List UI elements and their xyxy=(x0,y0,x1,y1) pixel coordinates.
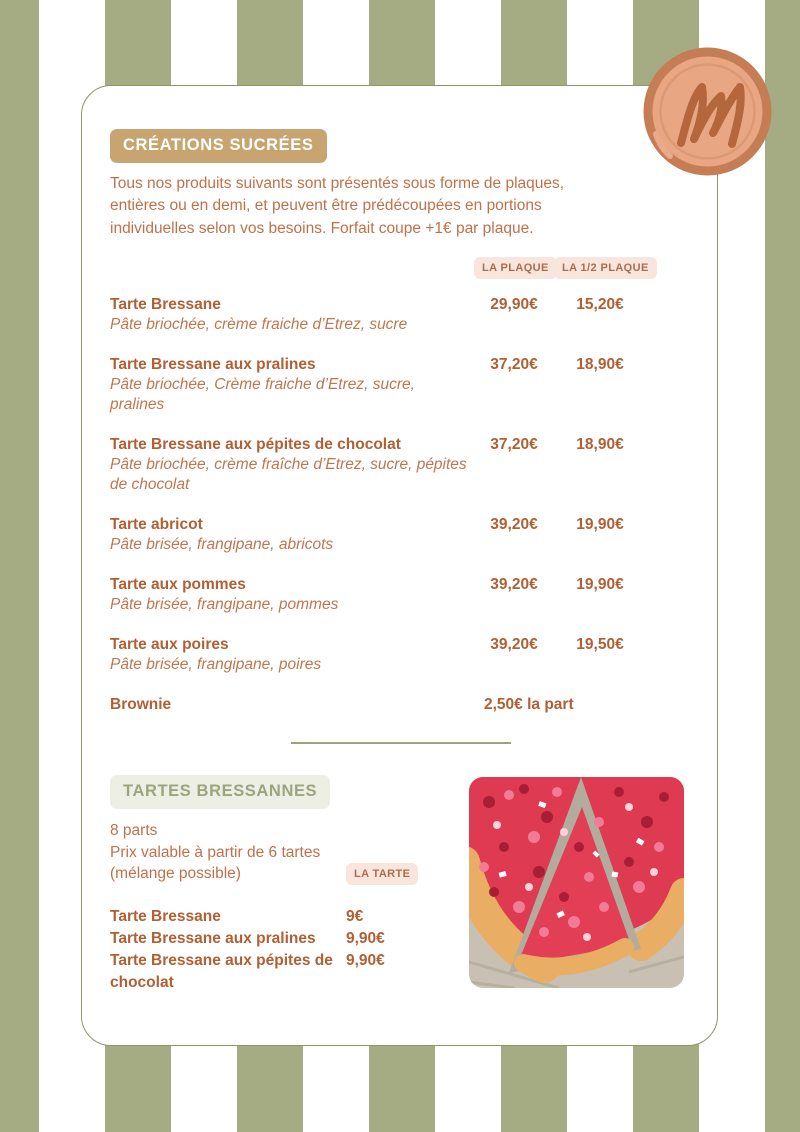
menu-item-brownie xyxy=(110,694,646,715)
item-name: Tarte Bressane xyxy=(110,296,221,314)
item-description: Pâte brisée, frangipane, poires xyxy=(110,656,322,674)
price-plaque: 37,20€ xyxy=(490,436,538,454)
item-description: Pâte briochée, crème fraiche d’Etrez, sucre xyxy=(110,316,408,334)
item-name: Tarte abricot xyxy=(110,516,203,534)
menu-item xyxy=(110,514,646,555)
price-per-part: 2,50€ la part xyxy=(484,696,574,714)
price-tarte: 9,90€ xyxy=(346,929,385,947)
note-melange: (mélange possible) xyxy=(110,865,241,883)
section-notes-row xyxy=(110,820,469,885)
item-name: Tarte Bressane aux pralines xyxy=(110,929,316,947)
tartes-list xyxy=(110,906,469,994)
note-parts: 8 parts xyxy=(110,822,158,840)
menu-item xyxy=(110,574,646,615)
item-description: Pâte brisée, frangipane, pommes xyxy=(110,596,339,614)
item-name: Tarte aux pommes xyxy=(110,576,246,594)
column-header-la-demi-plaque: LA 1/2 PLAQUE xyxy=(554,257,657,279)
menu-item xyxy=(110,634,646,675)
menu-item xyxy=(110,294,646,335)
price-tarte: 9€ xyxy=(346,907,364,925)
menu-item xyxy=(110,354,646,415)
note-min-order: Prix valable à partir de 6 tartes xyxy=(110,843,321,861)
price-demi-plaque: 19,90€ xyxy=(576,516,624,534)
tarte-row xyxy=(110,950,469,994)
item-description: Pâte briochée, Crème fraiche d’Etrez, sucre, pralines xyxy=(110,376,415,414)
item-description: Pâte brisée, frangipane, abricots xyxy=(110,536,334,554)
menu-item xyxy=(110,434,646,495)
price-demi-plaque: 18,90€ xyxy=(576,356,624,374)
price-plaque: 37,20€ xyxy=(490,356,538,374)
item-name: Tarte Bressane aux pépites de chocolat xyxy=(110,951,333,991)
tarte-row xyxy=(110,928,469,950)
tartes-bressannes-section xyxy=(110,775,646,994)
item-name: Tarte aux poires xyxy=(110,636,229,654)
section-divider xyxy=(291,742,511,744)
item-name: Tarte Bressane aux pépites de chocolat xyxy=(110,436,401,454)
item-name: Brownie xyxy=(110,696,172,714)
price-plaque: 39,20€ xyxy=(490,516,538,534)
menu-card xyxy=(81,85,718,1046)
intro-paragraph: Tous nos produits suivants sont présentés sous forme de plaques, entières ou en demi, et peuvent être prédécoupées en portions individuelles selon vos besoins. Forfait coupe +1€ par plaque. xyxy=(110,175,565,237)
price-demi-plaque: 19,90€ xyxy=(576,576,624,594)
price-demi-plaque: 15,20€ xyxy=(576,296,624,314)
price-plaque: 39,20€ xyxy=(490,636,538,654)
price-column-headers xyxy=(110,257,649,279)
tarte-row xyxy=(110,906,469,928)
column-header-la-plaque: LA PLAQUE xyxy=(474,257,557,279)
price-demi-plaque: 18,90€ xyxy=(576,436,624,454)
item-name: Tarte Bressane aux pralines xyxy=(110,356,316,374)
section-header-tartes-bressannes: TARTES BRESSANNES xyxy=(110,775,330,809)
section-header-creations-sucrees: CRÉATIONS SUCRÉES xyxy=(110,129,327,163)
column-header-la-tarte: LA TARTE xyxy=(346,863,418,885)
bakery-logo-m-icon xyxy=(642,46,773,177)
tarte-bressane-photo xyxy=(469,777,684,988)
price-tarte: 9,90€ xyxy=(346,951,385,969)
price-demi-plaque: 19,50€ xyxy=(576,636,624,654)
item-name: Tarte Bressane xyxy=(110,907,221,925)
menu-items-list xyxy=(110,294,646,715)
item-description: Pâte briochée, crème fraîche d’Etrez, sucre, pépites de chocolat xyxy=(110,456,467,494)
price-plaque: 39,20€ xyxy=(490,576,538,594)
price-plaque: 29,90€ xyxy=(490,296,538,314)
